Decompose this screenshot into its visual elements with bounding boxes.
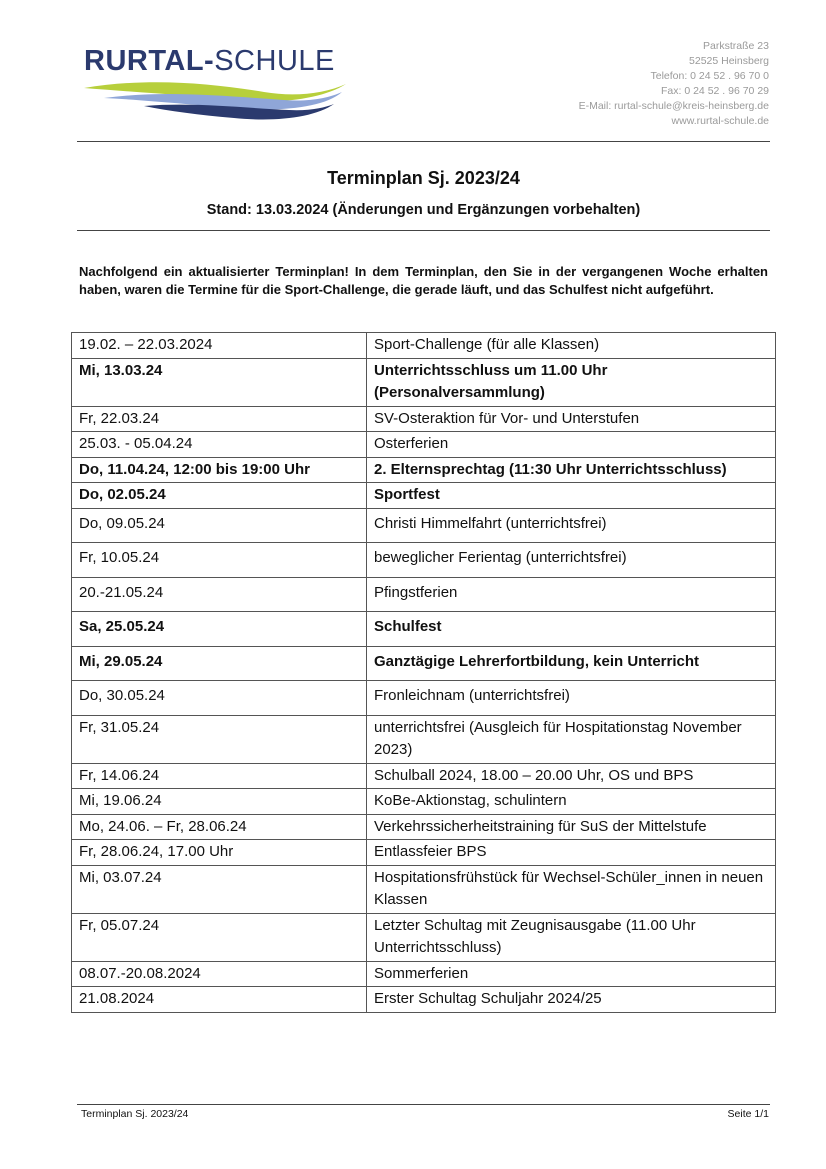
row-date: 21.08.2024: [72, 987, 367, 1013]
row-date: Do, 11.04.24, 12:00 bis 19:00 Uhr: [72, 457, 367, 483]
row-event: Pfingstferien: [367, 577, 776, 612]
row-date: Mi, 13.03.24: [72, 358, 367, 406]
address-street: Parkstraße 23: [703, 40, 769, 52]
row-date: Fr, 10.05.24: [72, 543, 367, 578]
row-date: Mi, 03.07.24: [72, 865, 367, 913]
row-date: Fr, 31.05.24: [72, 715, 367, 763]
table-row: [72, 715, 776, 763]
logo-word-light: SCHULE: [214, 45, 335, 77]
table-row: [72, 646, 776, 681]
schedule-table: [71, 332, 776, 1013]
row-date: 08.07.-20.08.2024: [72, 961, 367, 987]
footer-page-number: Seite 1/1: [727, 1108, 769, 1120]
address-email: E-Mail: rurtal-schule@kreis-heinsberg.de: [578, 100, 769, 112]
address-fax: Fax: 0 24 52 . 96 70 29: [661, 85, 769, 97]
row-event: beweglicher Ferientag (unterrichtsfrei): [367, 543, 776, 578]
row-event: 2. Elternsprechtag (11:30 Uhr Unterrichtsschluss): [367, 457, 776, 483]
row-event: Sport-Challenge (für alle Klassen): [367, 333, 776, 359]
table-row: [72, 763, 776, 789]
table-row: [72, 612, 776, 647]
row-date: Fr, 14.06.24: [72, 763, 367, 789]
row-date: Fr, 28.06.24, 17.00 Uhr: [72, 840, 367, 866]
table-row: [72, 333, 776, 359]
table-row: [72, 406, 776, 432]
table-row: [72, 543, 776, 578]
table-row: [72, 865, 776, 913]
school-address: [579, 39, 769, 129]
school-logo: [84, 44, 346, 122]
row-event: Letzter Schultag mit Zeugnisausgabe (11.00 Uhr Unterrichtsschluss): [367, 913, 776, 961]
table-row: [72, 577, 776, 612]
row-date: Sa, 25.05.24: [72, 612, 367, 647]
row-date: Do, 30.05.24: [72, 681, 367, 716]
row-event: Fronleichnam (unterrichtsfrei): [367, 681, 776, 716]
row-date: Fr, 05.07.24: [72, 913, 367, 961]
title-divider: [77, 230, 770, 231]
row-event: Erster Schultag Schuljahr 2024/25: [367, 987, 776, 1013]
table-row: [72, 483, 776, 509]
table-row: [72, 814, 776, 840]
footer-divider: [77, 1104, 770, 1105]
row-date: 25.03. - 05.04.24: [72, 432, 367, 458]
row-event: Ganztägige Lehrerfortbildung, kein Unterricht: [367, 646, 776, 681]
row-date: Mi, 29.05.24: [72, 646, 367, 681]
table-row: [72, 961, 776, 987]
row-event: Christi Himmelfahrt (unterrichtsfrei): [367, 508, 776, 543]
row-date: Do, 02.05.24: [72, 483, 367, 509]
address-website: www.rurtal-schule.de: [671, 115, 769, 127]
logo-wordmark: [84, 44, 335, 78]
table-row: [72, 987, 776, 1013]
page-title: Terminplan Sj. 2023/24: [327, 168, 520, 188]
row-date: Mi, 19.06.24: [72, 789, 367, 815]
row-date: Mo, 24.06. – Fr, 28.06.24: [72, 814, 367, 840]
row-event: Schulfest: [367, 612, 776, 647]
row-event: Sommerferien: [367, 961, 776, 987]
row-date: 20.-21.05.24: [72, 577, 367, 612]
row-event: Verkehrssicherheitstraining für SuS der Mittelstufe: [367, 814, 776, 840]
row-event: Entlassfeier BPS: [367, 840, 776, 866]
address-phone: Telefon: 0 24 52 . 96 70 0: [650, 70, 769, 82]
header-divider: [77, 141, 770, 142]
table-row: [72, 840, 776, 866]
row-event: unterrichtsfrei (Ausgleich für Hospitationstag November 2023): [367, 715, 776, 763]
page-subtitle: Stand: 13.03.2024 (Änderungen und Ergänzungen vorbehalten): [206, 202, 641, 218]
row-event: Sportfest: [367, 483, 776, 509]
row-event: Unterrichtsschluss um 11.00 Uhr (Personalversammlung): [367, 358, 776, 406]
row-event: Hospitationsfrühstück für Wechsel-Schüler_innen in neuen Klassen: [367, 865, 776, 913]
row-date: Fr, 22.03.24: [72, 406, 367, 432]
table-row: [72, 358, 776, 406]
table-row: [72, 508, 776, 543]
table-row: [72, 457, 776, 483]
logo-word-bold: RURTAL-: [84, 45, 215, 77]
address-city: 52525 Heinsberg: [689, 55, 769, 67]
logo-wave-icon: [84, 78, 346, 122]
table-row: [72, 432, 776, 458]
row-date: 19.02. – 22.03.2024: [72, 333, 367, 359]
intro-paragraph: Nachfolgend ein aktualisierter Terminplan! In dem Terminplan, den Sie in der vergangenen Woche erhalten haben, waren die Termine für die Sport-Challenge, die gerade läuft, und das Schulfest nicht aufgeführt.: [79, 264, 768, 297]
table-row: [72, 681, 776, 716]
schedule-table-body: [72, 333, 776, 1013]
table-row: [72, 789, 776, 815]
row-event: SV-Osteraktion für Vor- und Unterstufen: [367, 406, 776, 432]
row-event: Schulball 2024, 18.00 – 20.00 Uhr, OS und BPS: [367, 763, 776, 789]
row-event: Osterferien: [367, 432, 776, 458]
footer-doc-title: Terminplan Sj. 2023/24: [81, 1108, 189, 1120]
table-row: [72, 913, 776, 961]
row-event: KoBe-Aktionstag, schulintern: [367, 789, 776, 815]
row-date: Do, 09.05.24: [72, 508, 367, 543]
